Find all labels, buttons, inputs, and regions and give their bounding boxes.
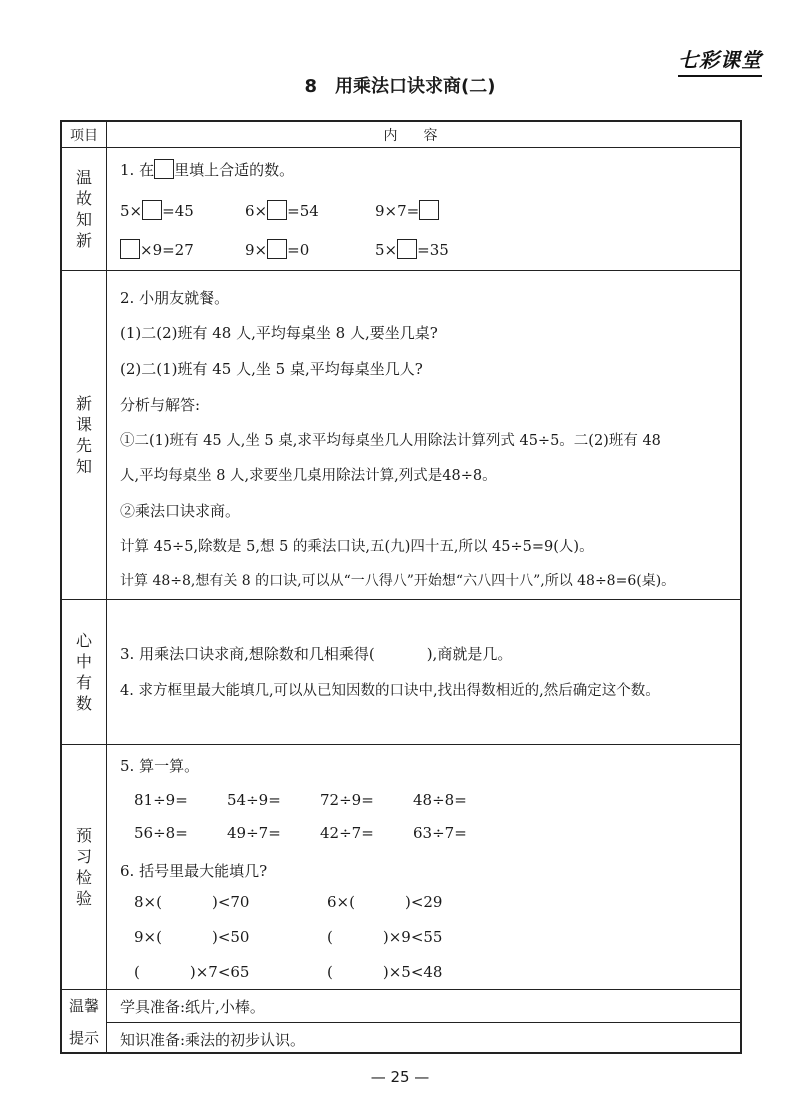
expr-post: =35 [417, 241, 449, 259]
column-divider [106, 122, 107, 1052]
expr-1 [120, 200, 194, 220]
label-preview [62, 745, 106, 989]
expr-pre: 5× [120, 202, 143, 220]
ineq-post: )<70 [211, 893, 250, 911]
newlesson-line: (2)二(1)班有 45 人,坐 5 桌,平均每桌坐几人? [120, 360, 423, 378]
expr-post: =45 [162, 202, 194, 220]
label-char: 故 [75, 189, 92, 208]
expr-post: =54 [287, 202, 319, 220]
expr-post: ×9=27 [140, 241, 194, 259]
label-char: 检 [75, 868, 92, 887]
ineq-6 [327, 963, 442, 981]
ineq-5 [134, 963, 249, 981]
ineq-pre: 9×( [134, 928, 162, 946]
newlesson-line: 计算 48÷8,想有关 8 的口诀,可以从“一八得八”开始想“六八四十八”,所以 48÷8=6(桌)。 [120, 573, 676, 589]
expr-pre: 5× [375, 241, 398, 259]
ineq-2 [327, 893, 442, 911]
header-item: 项目 [70, 127, 98, 144]
label-tips-2: 提示 [68, 1029, 99, 1047]
header-content: 内容 [383, 127, 464, 144]
newlesson-line: 人,平均每桌坐 8 人,求要坐几桌用除法计算,列式是48÷8。 [120, 468, 497, 484]
ineq-post: )×7<65 [189, 963, 250, 981]
brand-logo [678, 44, 762, 73]
label-char: 新 [75, 394, 92, 413]
answer-box [154, 159, 174, 179]
q3-prefix: 3. 用乘法口诀求商,想除数和几相乘得( [120, 645, 375, 663]
answer-box[interactable] [142, 200, 162, 220]
expr-pre: 6× [245, 202, 268, 220]
question-6: 6. 括号里最大能填几? [120, 862, 268, 880]
expr-pre: 9×7= [375, 202, 420, 220]
q3-suffix: ),商就是几。 [426, 645, 513, 663]
calc-item: 49÷7= [227, 824, 281, 842]
expr-5 [245, 239, 309, 259]
newlesson-line: 分析与解答: [120, 396, 201, 414]
row-divider [62, 599, 740, 600]
calc-item: 42÷7= [320, 824, 374, 842]
label-char: 温 [75, 168, 92, 187]
label-char: 验 [75, 889, 92, 908]
label-char: 知 [75, 210, 92, 229]
ineq-3 [134, 928, 249, 946]
row-divider [62, 270, 740, 271]
answer-box[interactable] [397, 239, 417, 259]
label-mind [62, 600, 106, 744]
ineq-post: )<50 [211, 928, 250, 946]
newlesson-line: 2. 小朋友就餐。 [120, 289, 230, 307]
tips-divider [106, 1022, 740, 1023]
calc-item: 54÷9= [227, 791, 281, 809]
ineq-4 [327, 928, 442, 946]
lesson-table [60, 120, 742, 1054]
label-char: 习 [75, 847, 92, 866]
calc-item: 56÷8= [134, 824, 188, 842]
q1-suffix: 里填上合适的数。 [174, 161, 295, 179]
q1-prefix: 1. 在 [120, 161, 155, 179]
calc-item: 72÷9= [320, 791, 374, 809]
row-divider [62, 989, 740, 990]
ineq-post: )<29 [404, 893, 443, 911]
ineq-pre: 8×( [134, 893, 162, 911]
logo-text: 七彩课堂 [678, 48, 762, 72]
ineq-pre: ( [134, 963, 140, 981]
answer-box[interactable] [120, 239, 140, 259]
newlesson-line: 计算 45÷5,除数是 5,想 5 的乘法口诀,五(九)四十五,所以 45÷5=9(人)。 [120, 539, 594, 555]
label-char: 先 [75, 436, 92, 455]
label-char: 课 [75, 415, 92, 434]
calc-item: 81÷9= [134, 791, 188, 809]
question-3 [120, 643, 512, 664]
row-divider [62, 147, 740, 148]
expr-2 [245, 200, 319, 220]
label-char: 中 [75, 652, 92, 671]
ineq-pre: ( [327, 963, 333, 981]
tip-knowledge: 知识准备:乘法的初步认识。 [120, 1031, 306, 1049]
newlesson-line: (1)二(2)班有 48 人,平均每桌坐 8 人,要坐几桌? [120, 324, 438, 342]
answer-box[interactable] [267, 200, 287, 220]
expr-6 [375, 239, 449, 259]
label-char: 数 [75, 694, 92, 713]
expr-4 [120, 239, 194, 259]
page-title: 8 用乘法口诀求商(二) [304, 76, 496, 97]
ineq-post: )×5<48 [382, 963, 443, 981]
label-char: 知 [75, 457, 92, 476]
question-4: 4. 求方框里最大能填几,可以从已知因数的口诀中,找出得数相近的,然后确定这个数。 [120, 683, 660, 699]
row-divider [62, 744, 740, 745]
label-tips-1: 温馨 [68, 996, 99, 1015]
answer-box[interactable] [419, 200, 439, 220]
label-char: 预 [75, 826, 92, 845]
answer-box[interactable] [267, 239, 287, 259]
newlesson-line: ①二(1)班有 45 人,坐 5 桌,求平均每桌坐几人用除法计算列式 45÷5。二(2)班有 48 [120, 433, 661, 449]
ineq-post: )×9<55 [382, 928, 443, 946]
page-number: — 25 — [370, 1068, 430, 1086]
expr-post: =0 [287, 241, 310, 259]
tip-tools: 学具准备:纸片,小棒。 [120, 998, 265, 1016]
expr-3 [375, 200, 439, 220]
newlesson-line: ②乘法口诀求商。 [120, 502, 241, 520]
label-char: 有 [75, 673, 92, 692]
question-5: 5. 算一算。 [120, 757, 200, 775]
label-newlesson [62, 271, 106, 599]
ineq-pre: 6×( [327, 893, 355, 911]
expr-pre: 9× [245, 241, 268, 259]
ineq-1 [134, 893, 249, 911]
label-char: 心 [75, 631, 92, 650]
label-review [62, 148, 106, 270]
ineq-pre: ( [327, 928, 333, 946]
calc-item: 48÷8= [413, 791, 467, 809]
question-1 [120, 159, 294, 180]
label-char: 新 [75, 231, 92, 250]
calc-item: 63÷7= [413, 824, 467, 842]
